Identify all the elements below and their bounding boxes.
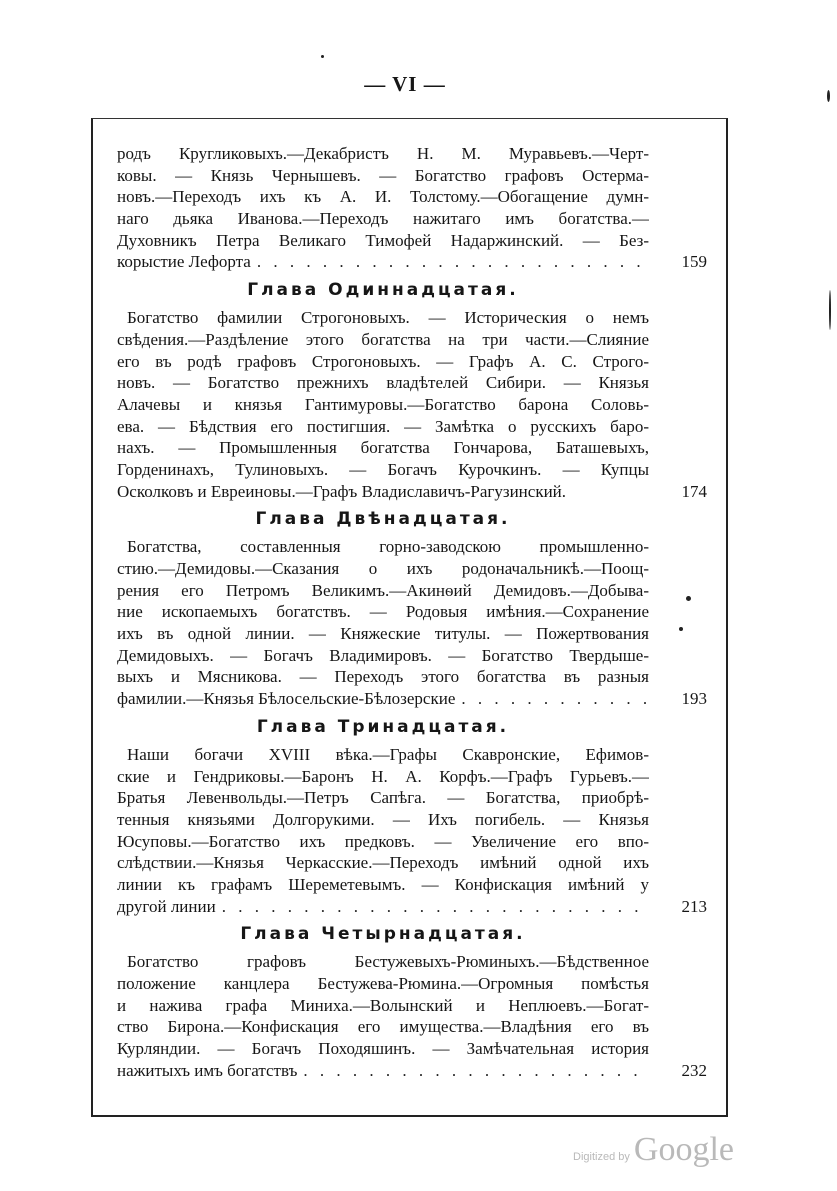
toc-text-line: Демидовыхъ. — Богачъ Владимировъ. — Богатство Твердыше- [117, 645, 649, 665]
toc-text-line: новъ. — Богатство прежнихъ владѣтелей Сибири. — Князья [117, 373, 649, 393]
toc-text-line: стию.—Демидовы.—Сказания о ихъ родоначальникѣ.—Поощ- [117, 559, 649, 579]
scan-speck [679, 627, 683, 631]
toc-text-line: Наши богачи XVIII вѣка.—Графы Скавронские, Ефимов- [127, 744, 649, 764]
toc-text-line: свѣдения.—Раздѣление этого богатства на три части.—Слияние [117, 329, 649, 349]
toc-page-number: 159 [681, 252, 707, 272]
toc-page-number: 193 [681, 689, 707, 709]
toc-text-line: Братья Левенвольды.—Петръ Сапѣга. — Богатства, приобрѣ- [117, 788, 649, 808]
toc-text-line: ство Бирона.—Конфискация его имущества.—Владѣния его въ [117, 1017, 649, 1037]
toc-text-line: Духовникъ Петра Великаго Тимофей Надаржинский. — Без- [117, 230, 649, 250]
toc-text-line: и нажива графа Миниха.—Волынский и Неплюевъ.—Богат- [117, 995, 649, 1015]
toc-last-line-text: Осколковъ и Евреиновы.—Графъ Владиславичъ-Рагузинский. [117, 481, 567, 501]
toc-last-line-text: нажитыхъ имъ богатствъ [117, 1060, 298, 1080]
scan-speck [827, 90, 830, 102]
toc-last-line-text: фамилии.—Князья Бѣлосельские-Бѣлозерские [117, 689, 456, 709]
leader-dots [297, 1060, 649, 1082]
toc-last-line [117, 481, 649, 503]
page-number: — VI — [364, 72, 446, 96]
toc-text-line: Богатства, составленныя горно-заводскою промышленно- [127, 537, 649, 557]
chapter-title: Глава Одиннадцатая. [247, 280, 519, 301]
toc-text-line: ихъ въ одной линии. — Княжеские титулы. — Пожертвования [117, 624, 649, 644]
toc-text-line: ева. — Бѣдствия его постигшия. — Замѣтка о русскихъ баро- [117, 416, 649, 436]
toc-text-line: его въ родѣ графовъ Строгоновыхъ. — Графъ А. С. Строго- [117, 351, 649, 371]
toc-last-line [117, 688, 649, 710]
toc-entry-chapter-14 [117, 923, 707, 1081]
toc-last-line-text: корыстие Лефорта [117, 252, 251, 272]
toc-text-line: положение канцлера Бестужева-Рюмина.—Огромныя помѣстья [117, 974, 649, 994]
toc-entry-chapter-12 [117, 508, 707, 710]
toc-text-line: ковы. — Князь Чернышевъ. — Богатство графовъ Остерма- [117, 165, 649, 185]
toc-text-line: Курляндии. — Богачъ Походяшинъ. — Замѣчательная история [117, 1039, 649, 1059]
toc-text-line: новъ.—Переходъ ихъ къ А. И. Толстому.—Обогащение думн- [117, 187, 649, 207]
toc-last-line-text: другой линии [117, 896, 216, 916]
chapter-title: Глава Тринадцатая. [256, 716, 510, 737]
toc-text-line: рения его Петромъ Великимъ.—Акинѳий Демидовъ.—Добыва- [117, 580, 649, 600]
google-logo: Google [633, 1131, 734, 1168]
toc-text-line: нахъ. — Промышленныя богатства Гончарова, Баташевыхъ, [117, 438, 649, 458]
toc-text-line: родъ Кругликовыхъ.—Декабристъ Н. М. Муравьевъ.—Черт- [117, 144, 649, 163]
toc-page-number: 232 [681, 1060, 707, 1080]
toc-text-line: выхъ и Мясникова. — Переходъ этого богатства въ разныя [117, 667, 649, 687]
toc-text-line: Юсуповы.—Богатство ихъ предковъ. — Увеличение его впо- [117, 831, 649, 851]
toc-last-line [117, 896, 649, 918]
toc-text-line: тенныя князьями Долгорукими. — Ихъ погибель. — Князья [117, 809, 649, 829]
leader-dots [251, 251, 649, 273]
toc-text-line: Богатство графовъ Бестужевыхъ-Рюминыхъ.—Бѣдственное [127, 952, 649, 972]
chapter-title: Глава Четырнадцатая. [240, 924, 526, 945]
scan-speck [321, 55, 324, 58]
watermark-prefix: Digitized by [573, 1151, 630, 1163]
toc-text-line: Алачевы и князья Гантимуровы.—Богатство барона Соловь- [117, 394, 649, 414]
toc-text-line: линии къ графамъ Шереметевымъ. — Конфискация имѣний у [117, 874, 649, 894]
toc-text-line: ние ископаемыхъ богатствъ. — Родовыя имѣния.—Сохранение [117, 602, 649, 622]
scan-speck [829, 290, 831, 330]
chapter-title: Глава Двѣнадцатая. [255, 509, 511, 530]
toc-entry-continued [117, 143, 707, 273]
toc-text-line: ские и Гендриковы.—Баронъ Н. А. Корфъ.—Графъ Гурьевъ.— [117, 766, 649, 786]
toc-last-line [117, 251, 649, 273]
toc-last-line [117, 1060, 649, 1082]
toc-entry-chapter-11 [117, 279, 707, 502]
toc-entry-chapter-13 [117, 716, 707, 918]
scan-speck [686, 596, 691, 601]
leader-dots [216, 896, 649, 918]
toc-text-line: слѣдствии.—Князья Черкасские.—Переходъ имѣний одной ихъ [117, 853, 649, 873]
leader-dots [455, 688, 649, 710]
toc-text-line: наго дьяка Иванова.—Переходъ нажитаго имъ богатства.— [117, 209, 649, 229]
toc-page-number: 213 [681, 896, 707, 916]
toc-page-number: 174 [681, 481, 707, 501]
table-of-contents [117, 143, 707, 1082]
toc-text-line: Горденинахъ, Тулиновыхъ. — Богачъ Курочкинъ. — Купцы [117, 459, 649, 479]
toc-text-line: Богатство фамилии Строгоновыхъ. — Историческия о немъ [127, 308, 649, 328]
digitized-by-google-watermark [573, 1131, 734, 1169]
